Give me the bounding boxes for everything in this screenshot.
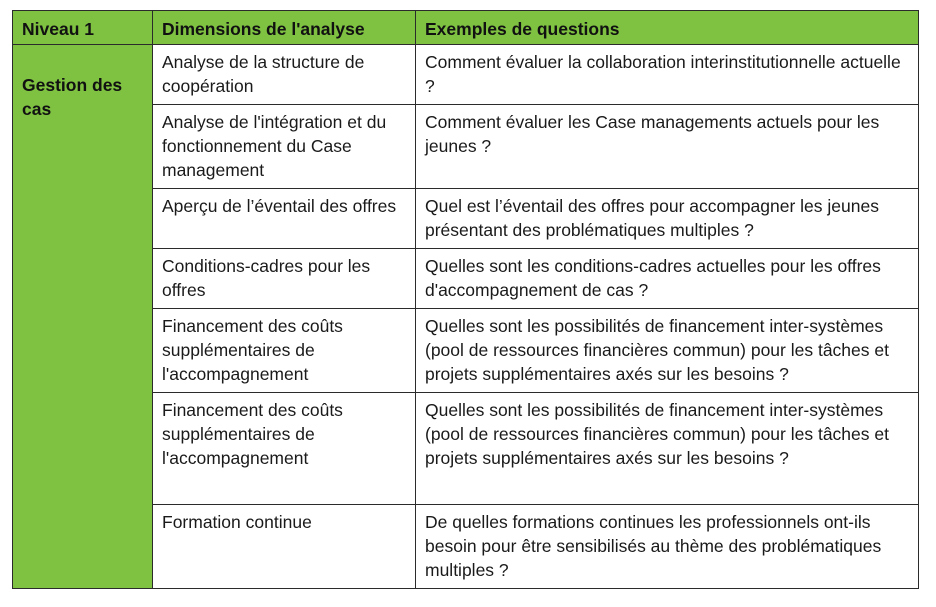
question-cell: De quelles formations continues les professionnels ont-ils besoin pour être sensibilisés au thème des problématiques multiples ? bbox=[416, 505, 919, 589]
question-cell: Comment évaluer les Case managements actuels pour les jeunes ? bbox=[416, 105, 919, 189]
dimension-cell: Analyse de l'intégration et du fonctionnement du Case management bbox=[153, 105, 416, 189]
header-level: Niveau 1 bbox=[13, 11, 153, 45]
level-cell: Gestion des cas bbox=[13, 45, 153, 589]
question-cell: Quelles sont les possibilités de financement inter-systèmes (pool de ressources financières commun) pour les tâches et projets supplémentaires axés sur les besoins ? bbox=[416, 309, 919, 393]
dimension-cell: Formation continue bbox=[153, 505, 416, 589]
dimension-cell: Financement des coûts supplémentaires de l'accompagnement bbox=[153, 393, 416, 505]
question-cell: Quel est l’éventail des offres pour accompagner les jeunes présentant des problématiques multiples ? bbox=[416, 189, 919, 249]
dimension-cell: Analyse de la structure de coopération bbox=[153, 45, 416, 105]
header-examples: Exemples de questions bbox=[416, 11, 919, 45]
header-dimensions: Dimensions de l'analyse bbox=[153, 11, 416, 45]
dimension-cell: Conditions-cadres pour les offres bbox=[153, 249, 416, 309]
dimension-cell: Financement des coûts supplémentaires de l'accompagnement bbox=[153, 309, 416, 393]
dimension-cell: Aperçu de l’éventail des offres bbox=[153, 189, 416, 249]
table-row bbox=[13, 45, 919, 105]
header-row bbox=[13, 11, 919, 45]
question-cell: Quelles sont les conditions-cadres actuelles pour les offres d'accompagnement de cas ? bbox=[416, 249, 919, 309]
question-cell: Quelles sont les possibilités de financement inter-systèmes (pool de ressources financières commun) pour les tâches et projets supplémentaires axés sur les besoins ? bbox=[416, 393, 919, 505]
analysis-table bbox=[12, 10, 919, 589]
question-cell: Comment évaluer la collaboration interinstitutionnelle actuelle ? bbox=[416, 45, 919, 105]
